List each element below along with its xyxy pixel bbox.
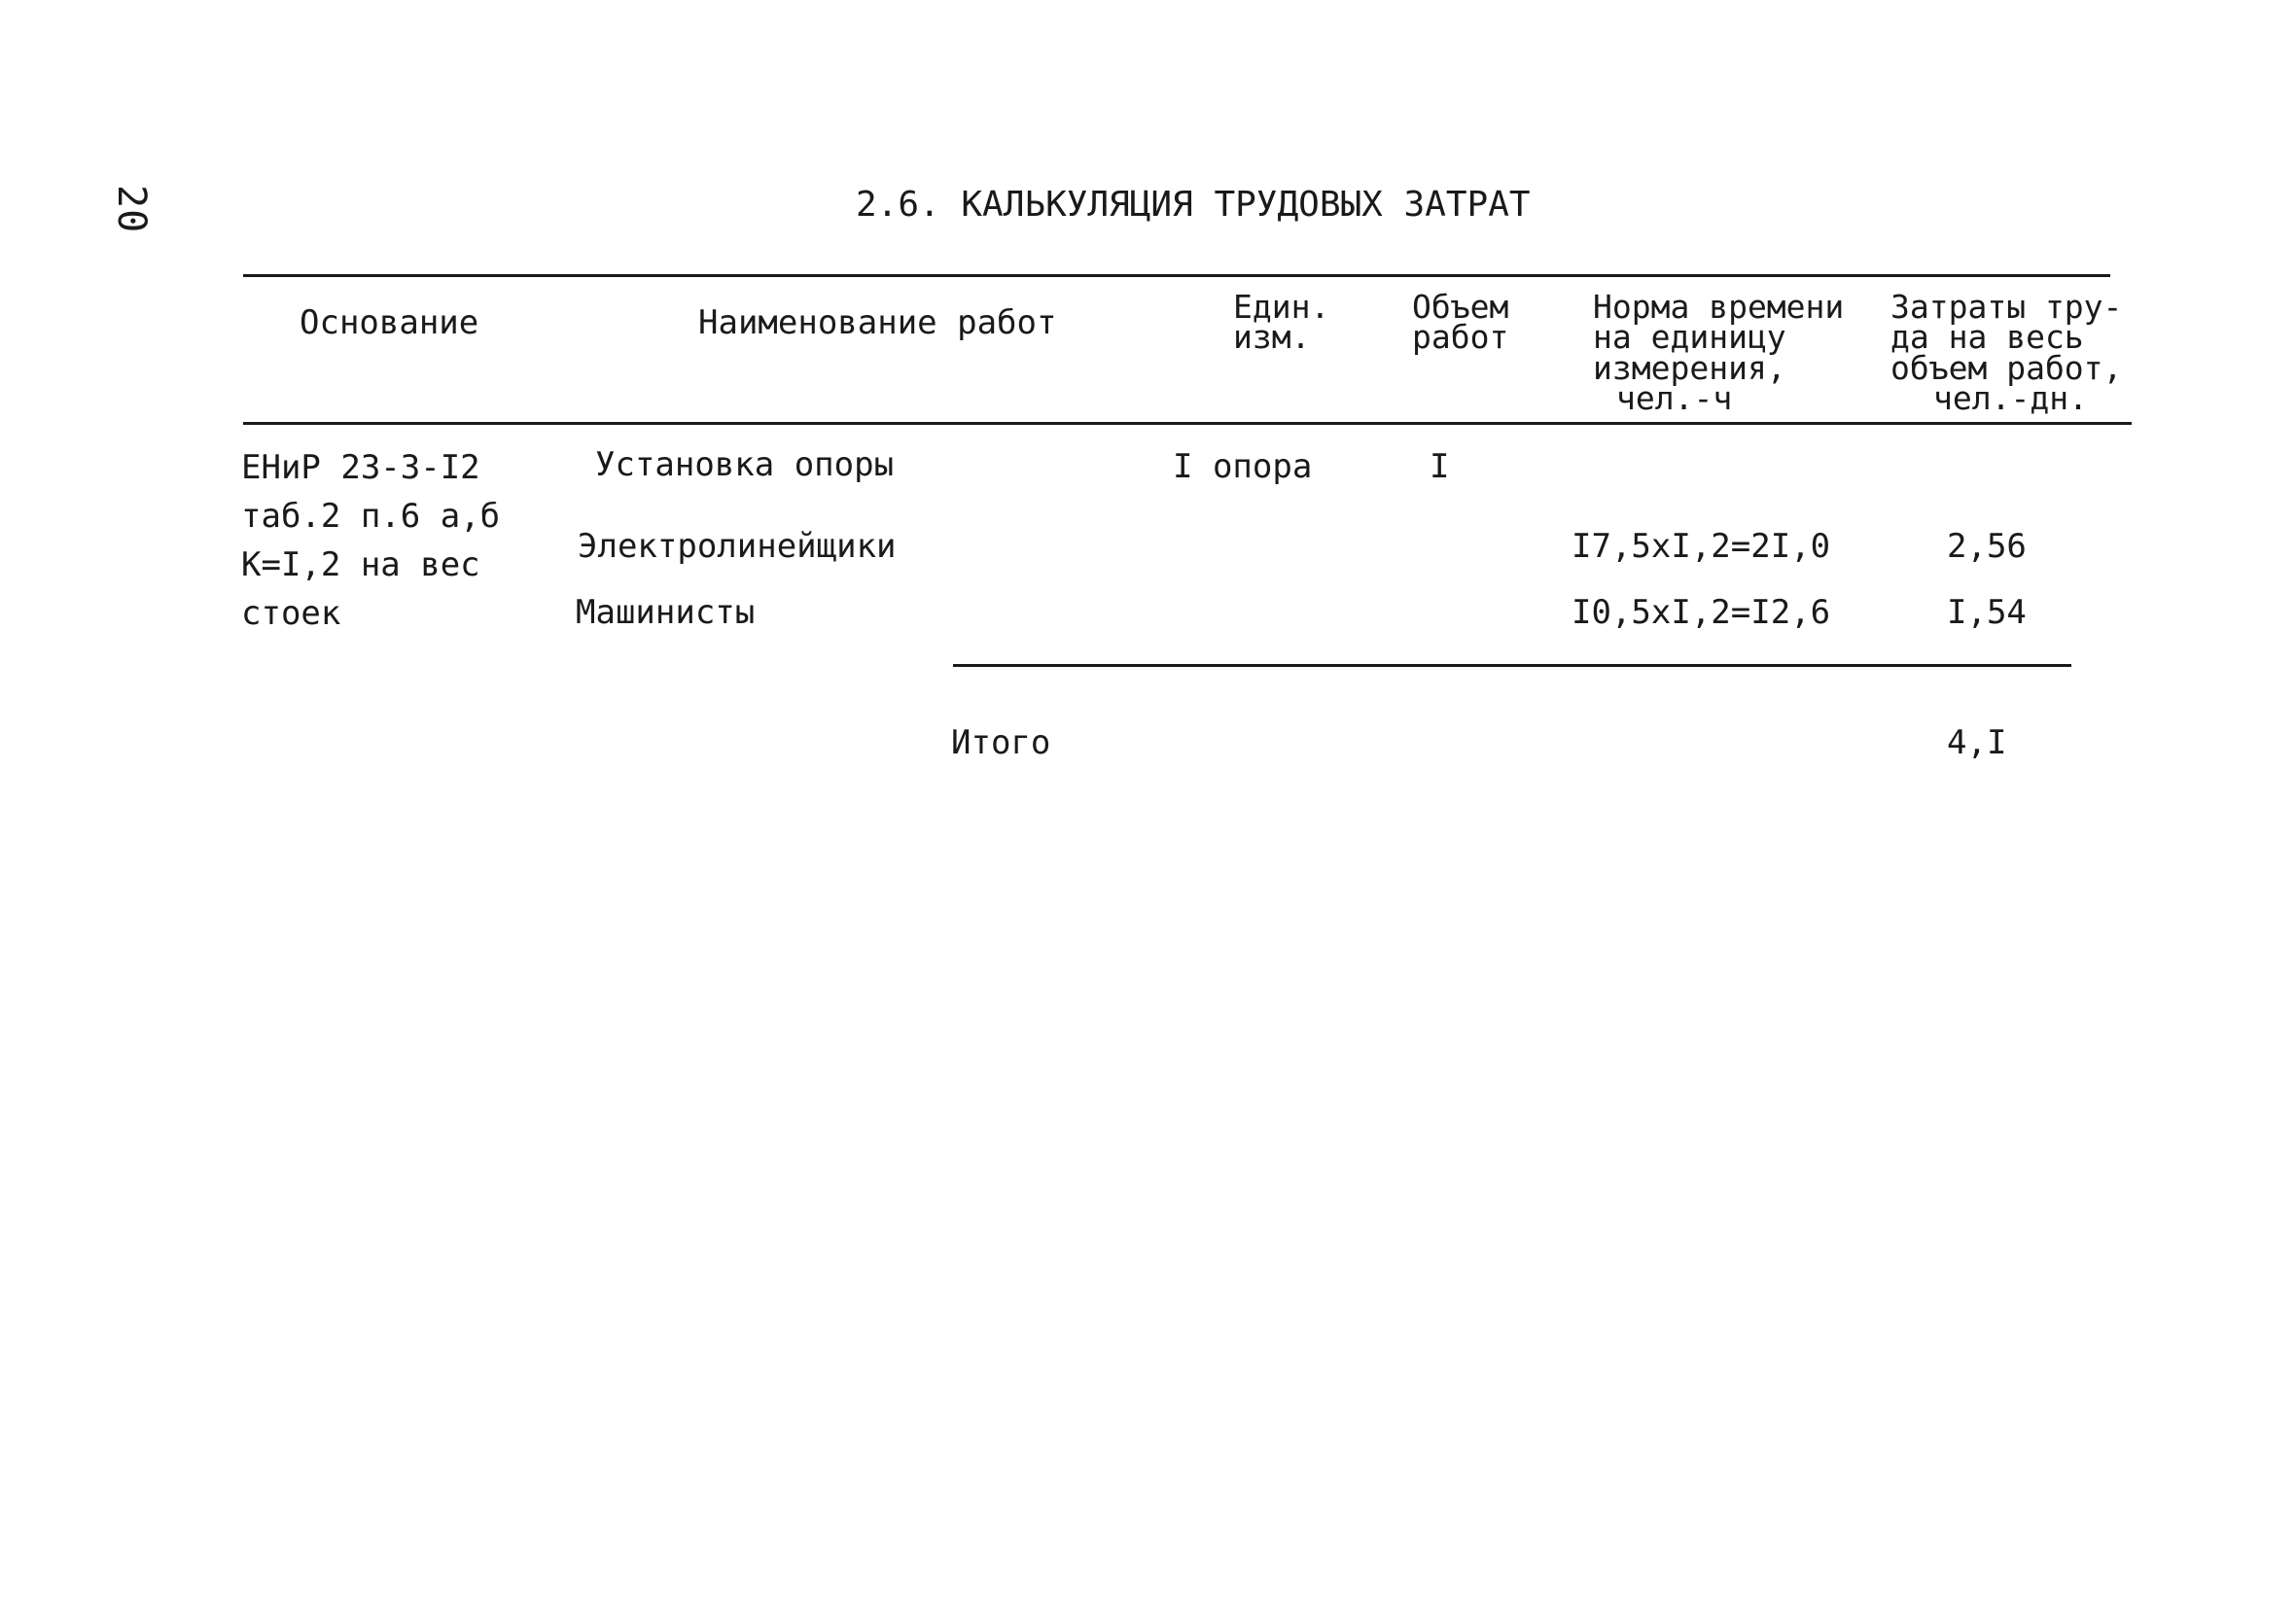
table-row-work-name: Электролинейщики [578, 527, 897, 566]
header-labor-costs-line: чел.-дн. [1933, 379, 2088, 418]
header-time-norm [1593, 288, 1845, 418]
header-time-norm-line: измерения, [1593, 348, 1786, 387]
table-row-volume: I [1430, 447, 1450, 486]
header-volume [1412, 288, 1509, 357]
header-unit-line: Един. [1233, 288, 1330, 326]
header-labor-costs-line: объем работ, [1890, 348, 2123, 387]
header-time-norm-line: на единицу [1593, 318, 1786, 357]
table-row-time-norm: I7,5хI,2=2I,0 [1572, 527, 1831, 566]
total-value: 4,I [1947, 723, 2007, 762]
basis-line: К=I,2 на вес [241, 545, 480, 584]
page-number: 20 [109, 185, 154, 234]
basis-line: стоек [241, 594, 341, 633]
header-volume-line: Объем [1412, 288, 1509, 326]
header-labor-costs-line: да на весь [1890, 318, 2084, 357]
header-unit-line: изм. [1233, 318, 1311, 357]
basis-line: таб.2 п.6 а,б [241, 497, 501, 536]
table-row-work-name: Установка опоры [595, 445, 895, 484]
header-work-name: Наименование работ [698, 303, 1057, 342]
page-title: 2.6. КАЛЬКУЛЯЦИЯ ТРУДОВЫХ ЗАТРАТ [856, 185, 1531, 225]
total-label: Итого [951, 723, 1051, 762]
header-time-norm-line: Норма времени [1593, 288, 1845, 326]
table-row-labor-costs: 2,56 [1947, 527, 2027, 566]
header-labor-costs [1890, 288, 2123, 418]
basis-cell [241, 443, 500, 638]
header-unit [1233, 288, 1330, 357]
total-rule [953, 664, 2071, 667]
table-row-time-norm: I0,5хI,2=I2,6 [1572, 593, 1831, 632]
header-time-norm-line: чел.-ч [1616, 379, 1733, 418]
header-volume-line: работ [1412, 318, 1509, 357]
basis-line: ЕНиР 23-3-I2 [241, 448, 480, 487]
table-header-rule [243, 422, 2132, 425]
table-row-work-name: Машинисты [576, 593, 756, 632]
header-labor-costs-line: Затраты тру- [1890, 288, 2123, 326]
header-basis: Основание [300, 303, 479, 342]
table-row-labor-costs: I,54 [1947, 593, 2027, 632]
table-top-rule [243, 274, 2110, 277]
table-row-unit: I опора [1173, 447, 1313, 486]
